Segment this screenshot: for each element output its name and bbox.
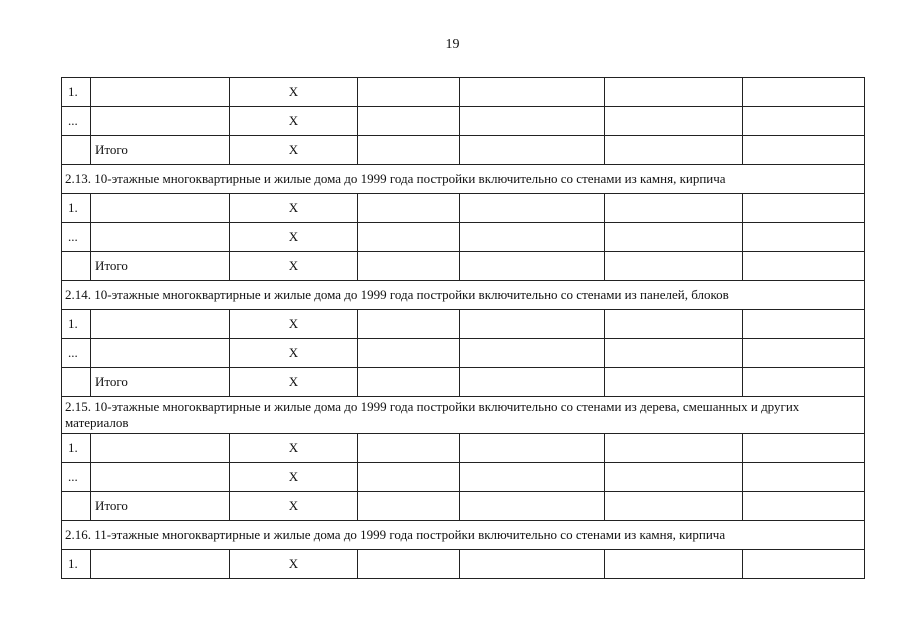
table-row-total: [62, 368, 865, 397]
name-cell: [91, 310, 230, 339]
row-number-cell: 1.: [62, 194, 91, 223]
value-cell: [605, 339, 743, 368]
mark-cell: X: [230, 368, 358, 397]
value-cell: [743, 252, 865, 281]
row-number-cell: [62, 492, 91, 521]
table-row: [62, 310, 865, 339]
mark-cell: X: [230, 550, 358, 579]
section-title: 2.15. 10-этажные многоквартирные и жилые дома до 1999 года постройки включительно со стенами из дерева, смешанных и других материалов: [62, 397, 865, 434]
mark-cell: X: [230, 78, 358, 107]
value-cell: [605, 223, 743, 252]
value-cell: [605, 310, 743, 339]
value-cell: [460, 550, 605, 579]
name-cell: [91, 434, 230, 463]
value-cell: [460, 223, 605, 252]
mark-cell: X: [230, 463, 358, 492]
value-cell: [743, 463, 865, 492]
row-number-cell: 1.: [62, 550, 91, 579]
value-cell: [358, 339, 460, 368]
value-cell: [743, 78, 865, 107]
table-row: [62, 463, 865, 492]
row-number-cell: [62, 252, 91, 281]
section-header-row: [62, 281, 865, 310]
value-cell: [460, 136, 605, 165]
value-cell: [743, 368, 865, 397]
name-cell: [91, 194, 230, 223]
value-cell: [358, 434, 460, 463]
table-row: [62, 223, 865, 252]
value-cell: [605, 107, 743, 136]
value-cell: [358, 550, 460, 579]
value-cell: [358, 194, 460, 223]
value-cell: [358, 310, 460, 339]
value-cell: [460, 194, 605, 223]
section-title: 2.14. 10-этажные многоквартирные и жилые дома до 1999 года постройки включительно со стенами из панелей, блоков: [62, 281, 865, 310]
name-cell: [91, 78, 230, 107]
name-cell: [91, 339, 230, 368]
value-cell: [605, 463, 743, 492]
value-cell: [743, 194, 865, 223]
value-cell: [460, 78, 605, 107]
value-cell: [460, 252, 605, 281]
table-row: [62, 550, 865, 579]
value-cell: [460, 434, 605, 463]
value-cell: [605, 252, 743, 281]
value-cell: [460, 310, 605, 339]
table-row-total: [62, 492, 865, 521]
table-row: [62, 194, 865, 223]
mark-cell: X: [230, 339, 358, 368]
mark-cell: X: [230, 252, 358, 281]
mark-cell: X: [230, 107, 358, 136]
mark-cell: X: [230, 310, 358, 339]
value-cell: [605, 368, 743, 397]
page-number: 19: [445, 37, 460, 52]
document-table: [61, 77, 865, 579]
value-cell: [358, 463, 460, 492]
table-row: [62, 339, 865, 368]
value-cell: [460, 368, 605, 397]
name-cell: [91, 223, 230, 252]
value-cell: [358, 492, 460, 521]
row-number-cell: 1.: [62, 434, 91, 463]
row-number-cell: [62, 136, 91, 165]
value-cell: [605, 550, 743, 579]
value-cell: [358, 252, 460, 281]
total-label-cell: Итого: [91, 252, 230, 281]
table-row: [62, 78, 865, 107]
value-cell: [460, 107, 605, 136]
total-label-cell: Итого: [91, 368, 230, 397]
value-cell: [358, 368, 460, 397]
row-number-cell: ...: [62, 107, 91, 136]
value-cell: [605, 492, 743, 521]
mark-cell: X: [230, 434, 358, 463]
section-header-row: [62, 521, 865, 550]
value-cell: [743, 550, 865, 579]
section-header-row: [62, 397, 865, 434]
total-label-cell: Итого: [91, 492, 230, 521]
value-cell: [460, 492, 605, 521]
value-cell: [358, 107, 460, 136]
value-cell: [605, 136, 743, 165]
row-number-cell: 1.: [62, 310, 91, 339]
value-cell: [460, 339, 605, 368]
name-cell: [91, 107, 230, 136]
section-title: 2.16. 11-этажные многоквартирные и жилые дома до 1999 года постройки включительно со стенами из камня, кирпича: [62, 521, 865, 550]
value-cell: [605, 78, 743, 107]
row-number-cell: ...: [62, 223, 91, 252]
total-label-cell: Итого: [91, 136, 230, 165]
value-cell: [743, 136, 865, 165]
table-row-total: [62, 136, 865, 165]
value-cell: [743, 310, 865, 339]
value-cell: [743, 434, 865, 463]
row-number-cell: ...: [62, 463, 91, 492]
value-cell: [460, 463, 605, 492]
row-number-cell: 1.: [62, 78, 91, 107]
value-cell: [743, 223, 865, 252]
row-number-cell: ...: [62, 339, 91, 368]
mark-cell: X: [230, 194, 358, 223]
value-cell: [743, 492, 865, 521]
row-number-cell: [62, 368, 91, 397]
section-title: 2.13. 10-этажные многоквартирные и жилые дома до 1999 года постройки включительно со стенами из камня, кирпича: [62, 165, 865, 194]
name-cell: [91, 550, 230, 579]
table-row-total: [62, 252, 865, 281]
value-cell: [358, 136, 460, 165]
value-cell: [605, 194, 743, 223]
table-row: [62, 434, 865, 463]
table-row: [62, 107, 865, 136]
value-cell: [743, 339, 865, 368]
value-cell: [358, 223, 460, 252]
value-cell: [605, 434, 743, 463]
mark-cell: X: [230, 136, 358, 165]
mark-cell: X: [230, 223, 358, 252]
mark-cell: X: [230, 492, 358, 521]
name-cell: [91, 463, 230, 492]
section-header-row: [62, 165, 865, 194]
value-cell: [358, 78, 460, 107]
value-cell: [743, 107, 865, 136]
